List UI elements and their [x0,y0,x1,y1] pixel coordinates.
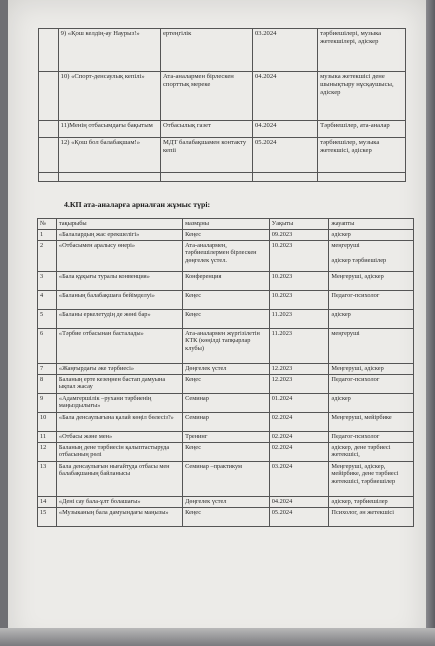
row-topic: «Тәрбие отбасынан басталады» [56,328,182,363]
table-row [38,431,414,442]
row-responsible: меңгеруші әдіскер тәрбиешілер [329,240,414,271]
empty-cell [160,173,252,182]
event-time: 03.2024 [252,29,317,72]
row-responsible: әдіскер [329,309,414,328]
row-number: 2 [38,240,57,271]
header-time: Уақыты [269,219,329,230]
empty-cell [58,173,160,182]
table-row [39,72,406,121]
table-row [38,442,414,461]
row-content: Дөңгелек үстел [183,363,270,374]
event-time: 05.2024 [252,138,317,173]
row-responsible: Меңгеруші, әдіскер, мейірбике, дене тәрбиесі жетекшісі, тәрбиешілер [329,461,414,496]
row-responsible: әдіскер, дене тәрбиесі жетекшісі, [329,442,414,461]
row-number: 11 [38,431,57,442]
table-row [38,240,414,271]
row-content: Семинар [183,412,270,431]
row-content: Семинар –практикум [183,461,270,496]
event-title: 12) «Қош бол балабақшам!» [58,138,160,173]
row-content: Конференция [183,271,270,290]
row-time: 02.2024 [269,442,329,461]
top-gutter [39,29,59,72]
event-title: 11)Менің отбасымдағы бақытым [58,121,160,138]
table-header-row [38,219,414,230]
row-number: 15 [38,507,57,526]
row-content: Тренинг [183,431,270,442]
empty-cell [318,173,406,182]
top-gutter [39,121,59,138]
row-time: 11.2023 [269,328,329,363]
row-number: 9 [38,393,57,412]
row-content: Кеңес [183,229,270,240]
row-topic: «Отбасымен аралысу өнері» [56,240,182,271]
row-responsible: Меңгеруші, мейірбике [329,412,414,431]
row-time: 02.2024 [269,431,329,442]
event-time: 04.2024 [252,121,317,138]
table-row [38,507,414,526]
row-number: 5 [38,309,57,328]
row-number: 12 [38,442,57,461]
table-row [38,328,414,363]
row-number: 7 [38,363,57,374]
row-responsible: Меңгеруші, әдіскер [329,363,414,374]
row-topic: Баланың дене тәрбиесін қалыптастыруда отбасының рөлі [56,442,182,461]
table-row [38,412,414,431]
row-responsible: Педагог-психолог [329,374,414,393]
row-content: Кеңес [183,507,270,526]
row-time: 05.2024 [269,507,329,526]
row-responsible: Педагог-психолог [329,431,414,442]
event-responsible: тәрбиешілер, музыка жетекшісі, әдіскер [318,138,406,173]
empty-cell [39,173,59,182]
row-topic: «Балалардың жас ерекшелігі» [56,229,182,240]
event-title: 9) «Қош келдің-ау Наурыз!» [58,29,160,72]
row-time: 03.2024 [269,461,329,496]
page-bottom-edge [0,628,435,646]
table-row [39,29,406,72]
row-content: Ата-аналармен, тәрбиешілермен бірлескен дөңгелек үстел. [183,240,270,271]
row-responsible: әдіскер [329,229,414,240]
row-topic: «Дені сау бала-ұлт болашағы» [56,496,182,507]
table-row [39,138,406,173]
row-time: 01.2024 [269,393,329,412]
row-responsible: Психолог, ән жетекшісі [329,507,414,526]
row-content: Кеңес [183,374,270,393]
row-content: Дөңгелек үстел [183,496,270,507]
events-continuation-table [38,28,406,182]
row-topic: «Бала денсаулығына қалай көңіл бөлесіз?» [56,412,182,431]
row-number: 8 [38,374,57,393]
row-number: 14 [38,496,57,507]
table-row [38,290,414,309]
header-responsible: жауапты [329,219,414,230]
event-form: Отбасылық газет [160,121,252,138]
row-time: 11.2023 [269,309,329,328]
empty-cell [252,173,317,182]
row-topic: Баланың ерте кезеңнен бастап дамуына ықпал жасау [56,374,182,393]
row-responsible: Педагог-психолог [329,290,414,309]
table-row [38,229,414,240]
row-content: Кеңес [183,309,270,328]
table-row [38,374,414,393]
event-form: ертеңгілік [160,29,252,72]
top-gutter [39,138,59,173]
row-time: 04.2024 [269,496,329,507]
row-time: 10.2023 [269,271,329,290]
row-responsible: әдіскер [329,393,414,412]
top-gutter [39,72,59,121]
row-number: 13 [38,461,57,496]
page-edge-shadow [426,0,435,646]
table-row [38,461,414,496]
row-topic: «Музыканың бала дамуындағы маңызы» [56,507,182,526]
row-topic: «Баланың балабақшаға бейімделуі» [56,290,182,309]
row-topic: «Жаңғырдағы әке тәрбиесі» [56,363,182,374]
row-responsible: Меңгеруші, әдіскер [329,271,414,290]
row-topic: Бала денсаулығын нығайтуда отбасы мен балабақшаның байланысы [56,461,182,496]
table-row [38,496,414,507]
row-time: 09.2023 [269,229,329,240]
row-time: 12.2023 [269,363,329,374]
table-row [39,121,406,138]
row-content: Семинар [183,393,270,412]
row-time: 02.2024 [269,412,329,431]
row-number: 4 [38,290,57,309]
row-time: 12.2023 [269,374,329,393]
row-topic: «Баланы еркелетудің де жөні бар» [56,309,182,328]
event-responsible: музыка жетекшісі дене шынықтыру нұсқаушысы, әдіскер [318,72,406,121]
header-content: мазмұны [183,219,270,230]
empty-row [39,173,406,182]
row-topic: «Бала құқығы туралы конвенция» [56,271,182,290]
row-time: 10.2023 [269,290,329,309]
header-number: № [38,219,57,230]
event-title: 10) «Спорт-денсаулық кепілі» [58,72,160,121]
row-content: Кеңес [183,442,270,461]
row-number: 1 [38,229,57,240]
row-content: Ата-аналармен жүргізілетін КТК (көңілді тапқырлар клубы) [183,328,270,363]
table-row [38,271,414,290]
row-content: Кеңес [183,290,270,309]
event-form: Ата-аналармен бірлескен спорттық мереке [160,72,252,121]
row-responsible: меңгеруші [329,328,414,363]
row-number: 10 [38,412,57,431]
table-row [38,393,414,412]
row-number: 3 [38,271,57,290]
row-number: 6 [38,328,57,363]
row-topic: «Отбасы және мен» [56,431,182,442]
event-responsible: Тәрбиешілер, ата-аналар [318,121,406,138]
section-heading: 4.КП ата-аналарға арналған жұмыс түрі: [64,200,211,209]
table-row [38,309,414,328]
table-row [38,363,414,374]
row-topic: «Адамгершілік –рухани тәрбиенің маңыздылығы» [56,393,182,412]
event-form: МДТ балабақшамен контакту кепіі [160,138,252,173]
parents-work-table [37,218,414,527]
event-time: 04.2024 [252,72,317,121]
event-responsible: тәрбиешілері, музыка жетекшілері, әдіскер [318,29,406,72]
header-topic: тақырыбы [56,219,182,230]
row-responsible: әдіскер, тәрбиешілер [329,496,414,507]
row-time: 10.2023 [269,240,329,271]
